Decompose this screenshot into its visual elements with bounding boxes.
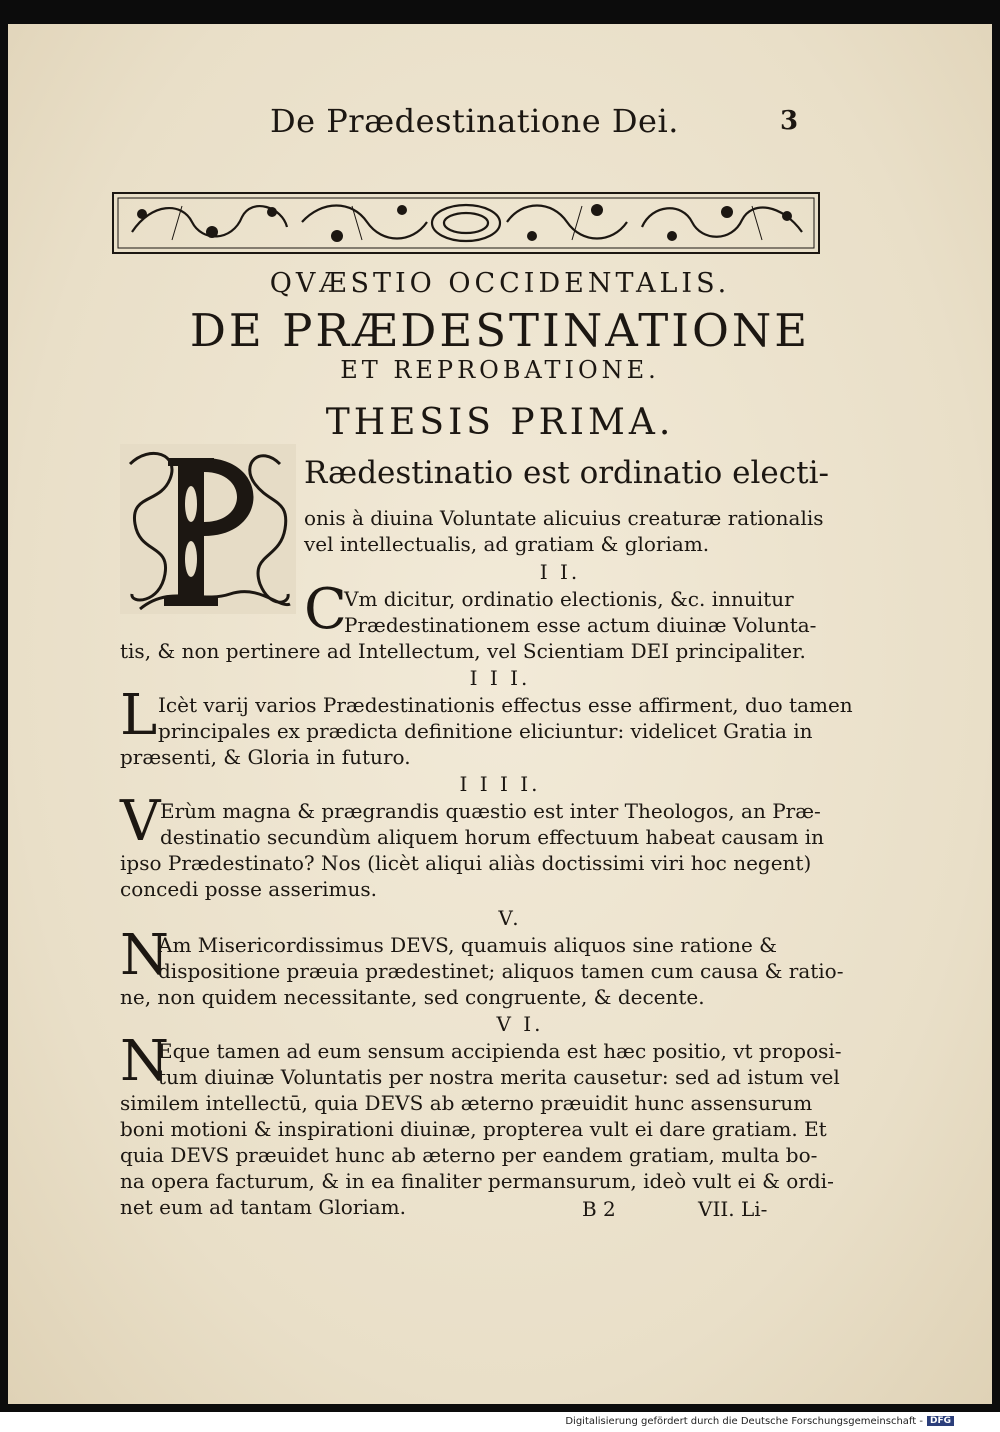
section-number: V I. (496, 1012, 544, 1036)
text-line: principales ex prædicta definitione eliciuntur: videlicet Gratia in (158, 719, 813, 743)
section-number: I I. (539, 560, 581, 584)
text-line: dispositione præuia prædestinet; aliquos tamen cum causa & ratio- (158, 959, 844, 983)
text-line: tis, & non pertinere ad Intellectum, vel Scientiam DEI principaliter. (120, 639, 806, 663)
text-line: Vm dicitur, ordinatio electionis, &c. innuitur (344, 587, 794, 611)
section-number: V. (498, 906, 522, 930)
section-number: I I I. (469, 666, 531, 690)
drop-cap: L (120, 683, 158, 748)
text-line: Eque tamen ad eum sensum accipienda est hæc positio, vt proposi- (158, 1039, 842, 1063)
text-line: vel intellectualis, ad gratiam & gloriam. (304, 532, 710, 556)
drop-cap: N (120, 1029, 169, 1094)
thesis-heading: THESIS PRIMA. (325, 402, 675, 443)
text-line: net eum ad tantam Gloriam. (120, 1195, 406, 1219)
main-title: DE PRÆDESTINATIONE (189, 304, 811, 357)
text-line: ipso Prædestinato? Nos (licèt aliqui aliàs doctissimi viri hoc negent) (120, 851, 812, 875)
question-title: QVÆSTIO OCCIDENTALIS. (269, 268, 731, 299)
text-line: Erùm magna & prægrandis quæstio est inter Theologos, an Præ- (160, 799, 821, 823)
signature-mark: B 2 (582, 1197, 616, 1221)
section-number: I I I I. (459, 772, 541, 796)
dfg-logo: DFG (927, 1416, 954, 1426)
text-line: Prædestinationem esse actum diuinæ Volunta- (344, 613, 817, 637)
running-head: De Prædestinatione Dei. (270, 102, 679, 140)
drop-cap: N (120, 923, 169, 988)
funding-note (565, 1416, 954, 1427)
drop-cap: C (304, 577, 347, 642)
catchword: VII. Li- (698, 1197, 768, 1221)
text-line: onis à diuina Voluntate alicuius creaturæ rationalis (304, 506, 824, 530)
text-line: similem intellectū, quia DEVS ab æterno præuidit hunc assensurum (120, 1091, 813, 1115)
text-line: na opera facturum, & in ea finaliter permansurum, ideò vult ei & ordi- (120, 1169, 834, 1193)
drop-cap: V (120, 789, 161, 854)
text-line: Rædestinatio est ordinatio electi- (304, 455, 829, 491)
text-line: concedi posse asserimus. (120, 877, 377, 901)
decorated-initial-p (120, 444, 296, 614)
funding-note-text: Digitalisierung gefördert durch die Deutsche Forschungsgemeinschaft - (565, 1416, 923, 1427)
text-line: ne, non quidem necessitante, sed congruente, & decente. (120, 985, 705, 1009)
page-number: 3 (780, 106, 799, 136)
text-line: Am Misericordissimus DEVS, quamuis aliquos sine ratione & (158, 933, 777, 957)
text-line: Icèt varij varios Prædestinationis effectus esse affirment, duo tamen (158, 693, 853, 717)
text-line: boni motioni & inspirationi diuinæ, propterea vult ei dare gratiam. Et (120, 1117, 827, 1141)
text-line: tum diuinæ Voluntatis per nostra merita causetur: sed ad istum vel (158, 1065, 840, 1089)
ornament-band (112, 192, 820, 254)
text-line: destinatio secundùm aliquem horum effectuum habeat causam in (160, 825, 825, 849)
text-line: quia DEVS præuidet hunc ab æterno per eandem gratiam, multa bo- (120, 1143, 818, 1167)
book-page (8, 24, 992, 1404)
sub-title: ET REPROBATIONE. (340, 356, 660, 384)
text-line: præsenti, & Gloria in futuro. (120, 745, 411, 769)
